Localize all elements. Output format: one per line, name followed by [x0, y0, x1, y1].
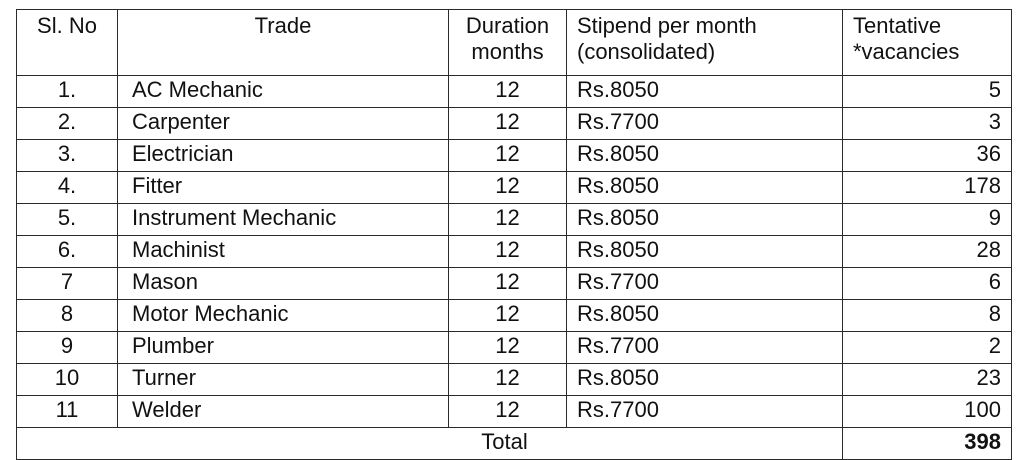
cell-stipend: Rs.7700 — [567, 332, 843, 364]
table-row — [17, 396, 1012, 428]
table-row — [17, 268, 1012, 300]
cell-trade: Fitter — [118, 172, 449, 204]
cell-trade: Electrician — [118, 140, 449, 172]
table-footer — [17, 428, 1012, 460]
header-trade: Trade — [118, 10, 449, 76]
cell-vacancies: 9 — [843, 204, 1012, 236]
cell-duration: 12 — [449, 300, 567, 332]
table-row — [17, 172, 1012, 204]
cell-vacancies: 6 — [843, 268, 1012, 300]
cell-sl-no: 6. — [17, 236, 118, 268]
cell-stipend: Rs.7700 — [567, 396, 843, 428]
cell-duration: 12 — [449, 172, 567, 204]
cell-stipend: Rs.8050 — [567, 236, 843, 268]
header-row — [17, 10, 1012, 76]
cell-sl-no: 7 — [17, 268, 118, 300]
cell-sl-no: 2. — [17, 108, 118, 140]
cell-sl-no: 8 — [17, 300, 118, 332]
cell-duration: 12 — [449, 140, 567, 172]
trade-vacancy-table — [16, 9, 1012, 460]
cell-trade: Plumber — [118, 332, 449, 364]
table-row — [17, 108, 1012, 140]
cell-duration: 12 — [449, 76, 567, 108]
cell-trade: Carpenter — [118, 108, 449, 140]
cell-duration: 12 — [449, 364, 567, 396]
cell-vacancies: 5 — [843, 76, 1012, 108]
header-duration-line-2: months — [471, 38, 544, 64]
cell-trade: Mason — [118, 268, 449, 300]
table-row — [17, 332, 1012, 364]
cell-stipend: Rs.8050 — [567, 140, 843, 172]
cell-duration: 12 — [449, 332, 567, 364]
total-row — [17, 428, 1012, 460]
header-sl-no: Sl. No — [17, 10, 118, 76]
header-vacancies-line-2: *vacancies — [853, 38, 960, 64]
header-stipend — [567, 10, 843, 76]
cell-vacancies: 36 — [843, 140, 1012, 172]
cell-duration: 12 — [449, 204, 567, 236]
cell-trade: Instrument Mechanic — [118, 204, 449, 236]
table-row — [17, 140, 1012, 172]
table-body — [17, 76, 1012, 428]
table-row — [17, 236, 1012, 268]
cell-vacancies: 3 — [843, 108, 1012, 140]
cell-stipend: Rs.8050 — [567, 204, 843, 236]
table-header — [17, 10, 1012, 76]
cell-duration: 12 — [449, 236, 567, 268]
table-row — [17, 204, 1012, 236]
cell-vacancies: 2 — [843, 332, 1012, 364]
cell-sl-no: 10 — [17, 364, 118, 396]
cell-vacancies: 23 — [843, 364, 1012, 396]
total-label: Total — [17, 428, 843, 460]
cell-vacancies: 178 — [843, 172, 1012, 204]
cell-trade: Welder — [118, 396, 449, 428]
cell-sl-no: 4. — [17, 172, 118, 204]
cell-sl-no: 5. — [17, 204, 118, 236]
cell-trade: Turner — [118, 364, 449, 396]
cell-sl-no: 11 — [17, 396, 118, 428]
cell-stipend: Rs.7700 — [567, 108, 843, 140]
cell-vacancies: 100 — [843, 396, 1012, 428]
total-value: 398 — [843, 428, 1012, 460]
header-duration — [449, 10, 567, 76]
table-row — [17, 300, 1012, 332]
cell-duration: 12 — [449, 108, 567, 140]
header-stipend-line-1: Stipend per month — [577, 13, 757, 38]
header-vacancies-line-1: Tentative — [853, 13, 942, 38]
cell-trade: Machinist — [118, 236, 449, 268]
cell-stipend: Rs.8050 — [567, 76, 843, 108]
cell-sl-no: 3. — [17, 140, 118, 172]
cell-sl-no: 1. — [17, 76, 118, 108]
header-duration-line-1: Duration — [465, 13, 550, 38]
header-vacancies — [843, 10, 1012, 76]
cell-stipend: Rs.8050 — [567, 172, 843, 204]
cell-sl-no: 9 — [17, 332, 118, 364]
table-row — [17, 76, 1012, 108]
cell-trade: AC Mechanic — [118, 76, 449, 108]
cell-vacancies: 28 — [843, 236, 1012, 268]
header-stipend-line-2: (consolidated) — [577, 38, 716, 64]
cell-vacancies: 8 — [843, 300, 1012, 332]
cell-stipend: Rs.7700 — [567, 268, 843, 300]
cell-stipend: Rs.8050 — [567, 300, 843, 332]
table-row — [17, 364, 1012, 396]
cell-duration: 12 — [449, 268, 567, 300]
cell-stipend: Rs.8050 — [567, 364, 843, 396]
cell-duration: 12 — [449, 396, 567, 428]
cell-trade: Motor Mechanic — [118, 300, 449, 332]
